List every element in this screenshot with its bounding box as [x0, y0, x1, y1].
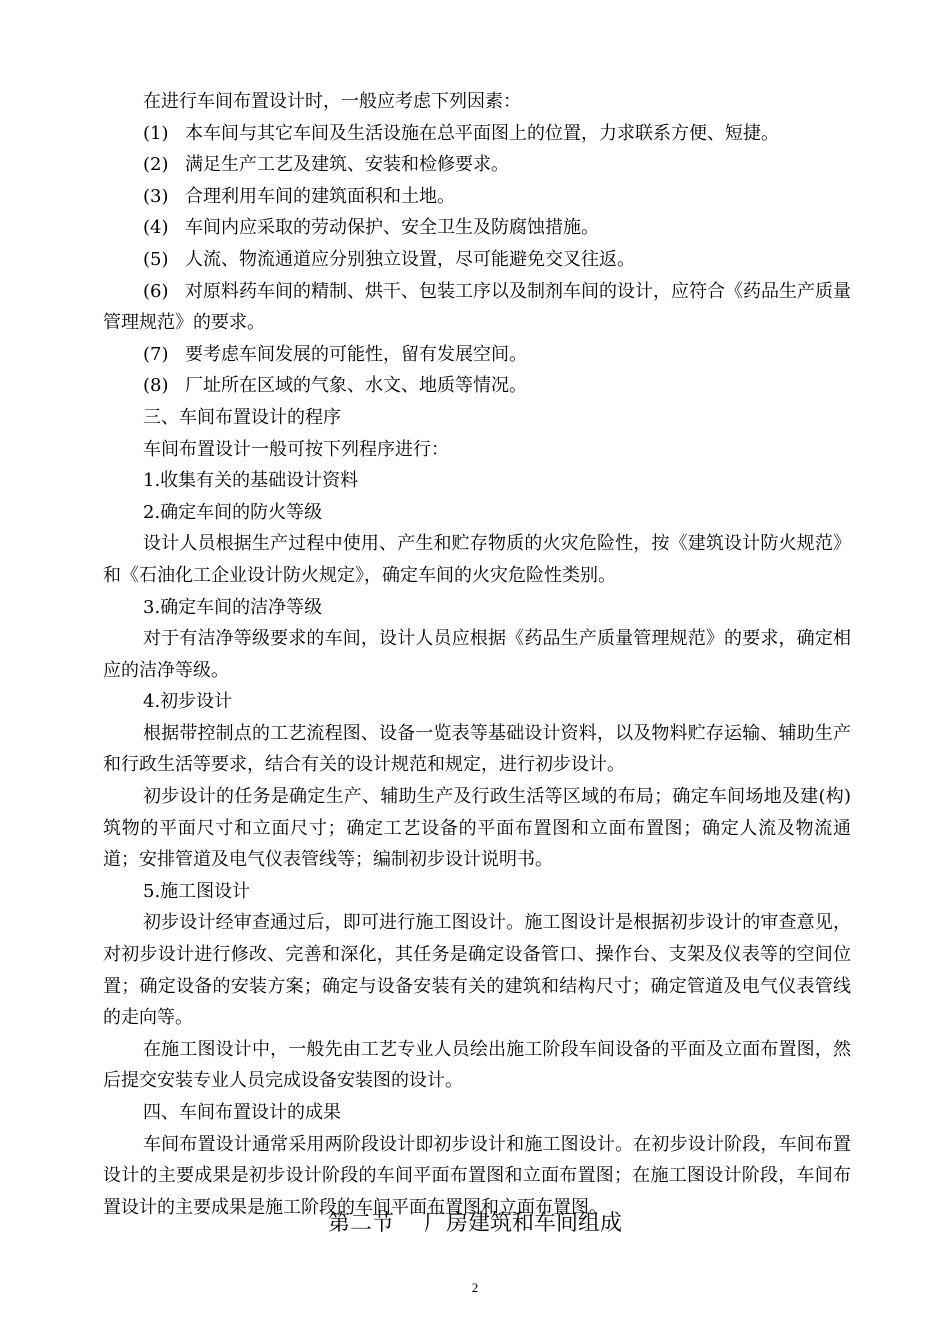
factor-text: 车间内应采取的劳动保护、安全卫生及防腐蚀措施。 — [185, 217, 599, 239]
factor-text: 人流、物流通道应分别独立设置，尽可能避免交叉往返。 — [185, 248, 635, 270]
section-heading-4: 四、车间布置设计的成果 — [143, 1102, 341, 1123]
step-2-title: 2.确定车间的防火等级 — [143, 501, 323, 523]
intro-paragraph: 在进行车间布置设计时，一般应考虑下列因素： — [143, 91, 521, 112]
procedure-intro: 车间布置设计一般可按下列程序进行： — [143, 438, 449, 460]
factor-item — [103, 244, 851, 276]
step-4-text-1: 根据带控制点的工艺流程图、设备一览表等基础设计资料，以及物料贮存运输、辅助生产和行政生活等要求，结合有关的设计规范和规定，进行初步设计。 — [103, 722, 851, 776]
section-number: 第二节 — [327, 1211, 394, 1236]
results-paragraph: 车间布置设计通常采用两阶段设计即初步设计和施工图设计。在初步设计阶段，车间布置设计的主要成果是初步设计阶段的车间平面布置图和立面布置图；在施工图设计阶段，车间布置设计的主要成果是施工阶段的车间平面布置图和立面布置图。 — [103, 1133, 851, 1218]
step-3-text: 对于有洁净等级要求的车间，设计人员应根据《药品生产质量管理规范》的要求，确定相应的洁净等级。 — [103, 628, 851, 681]
factor-text: 厂址所在区域的气象、水文、地质等情况。 — [185, 375, 527, 397]
factor-item — [103, 370, 851, 402]
step-4-text-2: 初步设计的任务是确定生产、辅助生产及行政生活等区域的布局；确定车间场地及建(构)筑物的平面尺寸和立面尺寸；确定工艺设备的平面布置图和立面布置图；确定人流及物流通道；安排管道及电气仪表管线等；编制初步设计说明书。 — [103, 786, 851, 871]
step-5-title: 5.施工图设计 — [143, 880, 251, 902]
factor-item — [103, 181, 851, 213]
page-body — [103, 86, 851, 1223]
factor-number: (1) — [143, 122, 169, 144]
factor-number: (4) — [143, 217, 169, 239]
step-1-title: 1.收集有关的基础设计资料 — [143, 470, 359, 492]
factor-number: (7) — [143, 343, 169, 365]
factor-text: 要考虑车间发展的可能性，留有发展空间。 — [185, 343, 527, 365]
factor-item — [103, 339, 851, 371]
factor-text: 满足生产工艺及建筑、安装和检修要求。 — [185, 154, 509, 176]
factor-number: (5) — [143, 248, 169, 270]
factor-text: 本车间与其它车间及生活设施在总平面图上的位置，力求联系方便、短捷。 — [185, 122, 779, 144]
factor-number: (8) — [143, 375, 169, 397]
page-number: 2 — [471, 1280, 479, 1295]
factor-item — [103, 118, 851, 150]
factor-number: (3) — [143, 185, 169, 207]
factor-item — [103, 149, 851, 181]
step-3-title: 3.确定车间的洁净等级 — [143, 596, 323, 618]
factor-item — [103, 212, 851, 244]
chapter-section-title — [0, 1207, 950, 1241]
step-4-title: 4.初步设计 — [143, 691, 233, 713]
section-heading-3: 三、车间布置设计的程序 — [143, 406, 341, 428]
step-5-text-2: 在施工图设计中，一般先由工艺专业人员绘出施工阶段车间设备的平面及立面布置图，然后提交安装专业人员完成设备安装图的设计。 — [103, 1038, 851, 1092]
factor-number: (6) — [143, 280, 169, 302]
factor-text: 对原料药车间的精制、烘干、包装工序以及制剂车间的设计，应符合《药品生产质量管理规范》的要求。 — [103, 280, 851, 334]
step-2-text: 设计人员根据生产过程中使用、产生和贮存物质的火灾危险性，按《建筑设计防火规范》和《石油化工企业设计防火规定》，确定车间的火灾危险性类别。 — [103, 533, 851, 586]
section-name: 厂房建筑和车间组成 — [424, 1211, 623, 1236]
factor-item — [103, 276, 851, 339]
factor-text: 合理利用车间的建筑面积和土地。 — [185, 185, 455, 207]
factor-number: (2) — [143, 154, 169, 176]
step-5-text-1: 初步设计经审查通过后，即可进行施工图设计。施工图设计是根据初步设计的审查意见，对初步设计进行修改、完善和深化，其任务是确定设备管口、操作台、支架及仪表等的空间位置；确定设备的安装方案；确定与设备安装有关的建筑和结构尺寸；确定管道及电气仪表管线的走向等。 — [103, 912, 851, 1029]
